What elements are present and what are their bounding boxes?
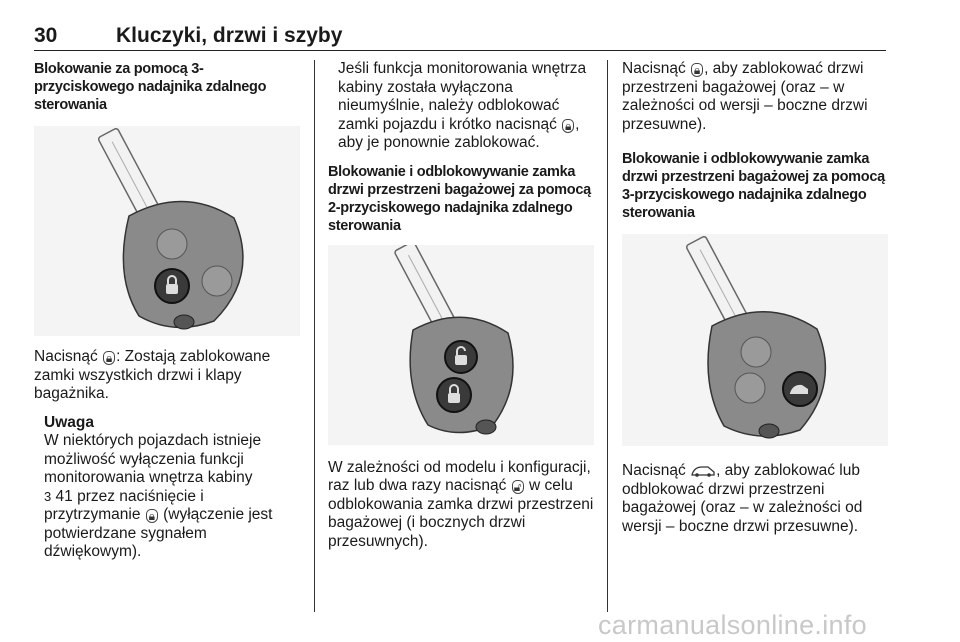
section-heading-2-button-tailgate: Blokowanie i odblokowywanie zamka drzwi przestrzeni bagażowej za pomocą 2-przyciskowego nadajnika zdalnego sterowania	[328, 163, 591, 234]
remote-key-2-button-figure	[328, 245, 594, 445]
lock-icon: 🔒︎	[562, 119, 574, 133]
lock-icon: 🔒︎	[146, 509, 158, 523]
page-ref-arrow-icon: 3	[44, 488, 52, 504]
lock-icon: 🔒︎	[691, 63, 703, 77]
column-1	[34, 60, 300, 562]
tailgate-3-button-instruction: Nacisnąć , aby zablokować lub odblokować drzwi przestrzeni bagażowej (oraz – w zależności od wersji – boczne drzwi przesuwne).	[622, 462, 863, 535]
van-icon	[690, 465, 716, 477]
tailgate-2-button-instruction: W zależności od modelu i konfiguracji, raz lub dwa razy nacisnąć 🔓︎ w celu odblokowania zamka drzwi przestrzeni bagażowej (i bocznych drzwi przesuwnych).	[328, 458, 594, 550]
note-text: W niektórych pojazdach istnieje możliwość wyłączenia funkcji monitorowania wnętrza kabiny 3 41 przez naciśnięcie i przytrzymanie 🔒︎ (wyłączenie jest potwierdzane sygnałem dźwiękowym).	[44, 432, 273, 560]
column-divider-2	[607, 60, 608, 612]
watermark: carmanualsonline.info	[598, 610, 867, 640]
lock-instruction: Nacisnąć 🔒︎ : Zostają zablokowane zamki wszystkich drzwi i klapy bagażnika.	[34, 348, 271, 402]
note-box	[34, 414, 300, 562]
section-heading-3-button-tailgate: Blokowanie i odblokowywanie zamka drzwi przestrzeni bagażowej za pomocą 3-przyciskowego nadajnika zdalnego sterowania	[622, 151, 885, 221]
page-header	[34, 24, 886, 51]
tailgate-lock-paragraph: Nacisnąć 🔒︎ , aby zablokować drzwi przestrzeni bagażowej (oraz – w zależności od wersji – boczne drzwi przesuwne).	[622, 60, 868, 133]
remote-key-3-button-tailgate-figure	[622, 234, 888, 446]
note-title: Uwaga	[44, 413, 94, 431]
column-3	[622, 60, 888, 536]
page-title: Kluczyki, drzwi i szyby	[116, 24, 343, 47]
section-heading-3-button-lock: Blokowanie za pomocą 3-przyciskowego nadajnika zdalnego sterowania	[34, 61, 267, 113]
column-divider-1	[314, 60, 315, 612]
remote-key-3-button-figure	[34, 126, 300, 336]
lock-icon: 🔒︎	[103, 351, 115, 365]
unlock-icon: 🔓︎	[512, 480, 524, 494]
reactivate-paragraph: Jeśli funkcja monitorowania wnętrza kabiny została wyłączona nieumyślnie, należy odblokować zamki pojazdu i krótko nacisnąć 🔒︎ , aby je ponownie zablokować.	[338, 60, 587, 151]
page-number: 30	[34, 24, 58, 47]
column-2	[328, 60, 594, 551]
